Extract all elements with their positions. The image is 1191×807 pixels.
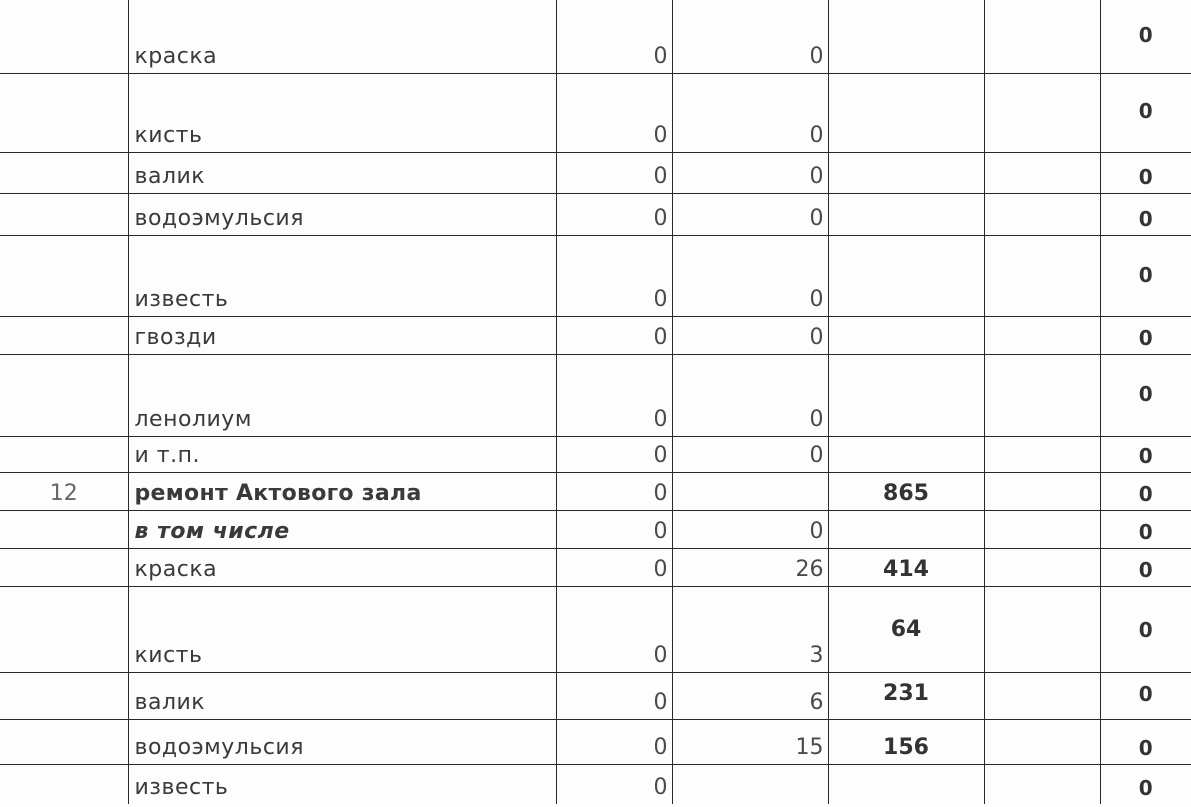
value-cell: 0 bbox=[556, 764, 672, 804]
total-cell: 0 bbox=[1100, 764, 1191, 804]
table-row bbox=[0, 73, 1191, 152]
row-number bbox=[0, 436, 128, 472]
empty-cell bbox=[984, 436, 1100, 472]
total-cell: 0 bbox=[1100, 548, 1191, 586]
row-number bbox=[0, 548, 128, 586]
row-number bbox=[0, 764, 128, 804]
value-cell: 0 bbox=[556, 436, 672, 472]
table-row bbox=[0, 672, 1191, 719]
empty-cell bbox=[984, 235, 1100, 316]
empty-cell bbox=[984, 764, 1100, 804]
value-cell: 26 bbox=[672, 548, 828, 586]
value-cell bbox=[672, 764, 828, 804]
item-name: краска bbox=[128, 548, 556, 586]
table-row bbox=[0, 764, 1191, 804]
item-name: водоэмульсия bbox=[128, 193, 556, 235]
value-cell: 0 bbox=[556, 235, 672, 316]
value-cell: 0 bbox=[556, 316, 672, 354]
table-row bbox=[0, 193, 1191, 235]
empty-cell bbox=[984, 510, 1100, 548]
value-cell: 3 bbox=[672, 586, 828, 672]
amount-cell: 414 bbox=[828, 548, 984, 586]
value-cell: 0 bbox=[672, 73, 828, 152]
empty-cell bbox=[984, 586, 1100, 672]
total-cell: 0 bbox=[1100, 316, 1191, 354]
total-cell: 0 bbox=[1100, 152, 1191, 193]
table-row bbox=[0, 316, 1191, 354]
empty-cell bbox=[984, 193, 1100, 235]
amount-cell bbox=[828, 152, 984, 193]
empty-cell bbox=[984, 472, 1100, 510]
row-number bbox=[0, 510, 128, 548]
total-cell: 0 bbox=[1100, 235, 1191, 316]
table-row bbox=[0, 354, 1191, 436]
value-cell: 0 bbox=[556, 719, 672, 764]
amount-cell bbox=[828, 0, 984, 73]
value-cell: 0 bbox=[672, 316, 828, 354]
row-number bbox=[0, 672, 128, 719]
value-cell: 0 bbox=[672, 152, 828, 193]
table-row bbox=[0, 586, 1191, 672]
empty-cell bbox=[984, 719, 1100, 764]
total-cell: 0 bbox=[1100, 672, 1191, 719]
row-number bbox=[0, 719, 128, 764]
empty-cell bbox=[984, 672, 1100, 719]
value-cell: 0 bbox=[556, 0, 672, 73]
total-cell: 0 bbox=[1100, 586, 1191, 672]
empty-cell bbox=[984, 316, 1100, 354]
value-cell: 0 bbox=[556, 586, 672, 672]
value-cell: 0 bbox=[556, 672, 672, 719]
table-row bbox=[0, 436, 1191, 472]
empty-cell bbox=[984, 0, 1100, 73]
amount-cell: 156 bbox=[828, 719, 984, 764]
subsection-label: в том числе bbox=[128, 510, 556, 548]
value-cell: 0 bbox=[672, 354, 828, 436]
total-cell: 0 bbox=[1100, 73, 1191, 152]
row-number bbox=[0, 586, 128, 672]
table-row bbox=[0, 719, 1191, 764]
amount-cell bbox=[828, 193, 984, 235]
empty-cell bbox=[984, 548, 1100, 586]
amount-cell bbox=[828, 510, 984, 548]
amount-cell bbox=[828, 316, 984, 354]
item-name: известь bbox=[128, 764, 556, 804]
value-cell: 6 bbox=[672, 672, 828, 719]
amount-cell: 64 bbox=[828, 586, 984, 672]
value-cell: 0 bbox=[672, 193, 828, 235]
total-cell: 0 bbox=[1100, 0, 1191, 73]
row-number bbox=[0, 73, 128, 152]
item-name: краска bbox=[128, 0, 556, 73]
row-number bbox=[0, 235, 128, 316]
table-row bbox=[0, 0, 1191, 73]
row-number: 12 bbox=[0, 472, 128, 510]
total-cell: 0 bbox=[1100, 436, 1191, 472]
row-number bbox=[0, 316, 128, 354]
amount-cell bbox=[828, 764, 984, 804]
value-cell: 0 bbox=[672, 0, 828, 73]
value-cell: 0 bbox=[672, 436, 828, 472]
amount-cell bbox=[828, 354, 984, 436]
total-cell: 0 bbox=[1100, 510, 1191, 548]
total-cell: 0 bbox=[1100, 354, 1191, 436]
table-row bbox=[0, 235, 1191, 316]
value-cell: 0 bbox=[672, 235, 828, 316]
value-cell: 0 bbox=[556, 193, 672, 235]
table-row bbox=[0, 472, 1191, 510]
value-cell: 0 bbox=[672, 510, 828, 548]
table-row bbox=[0, 152, 1191, 193]
value-cell: 0 bbox=[556, 152, 672, 193]
amount-cell: 865 bbox=[828, 472, 984, 510]
table-row bbox=[0, 510, 1191, 548]
value-cell: 0 bbox=[556, 354, 672, 436]
value-cell bbox=[672, 472, 828, 510]
item-name: кисть bbox=[128, 586, 556, 672]
item-name: ленолиум bbox=[128, 354, 556, 436]
item-name: валик bbox=[128, 672, 556, 719]
item-name: валик bbox=[128, 152, 556, 193]
value-cell: 0 bbox=[556, 472, 672, 510]
row-number bbox=[0, 193, 128, 235]
total-cell: 0 bbox=[1100, 193, 1191, 235]
row-number bbox=[0, 152, 128, 193]
total-cell: 0 bbox=[1100, 472, 1191, 510]
amount-cell bbox=[828, 73, 984, 152]
empty-cell bbox=[984, 73, 1100, 152]
row-number bbox=[0, 354, 128, 436]
amount-cell bbox=[828, 436, 984, 472]
section-title: ремонт Актового зала bbox=[128, 472, 556, 510]
item-name: известь bbox=[128, 235, 556, 316]
value-cell: 0 bbox=[556, 548, 672, 586]
empty-cell bbox=[984, 152, 1100, 193]
item-name: водоэмульсия bbox=[128, 719, 556, 764]
item-name: и т.п. bbox=[128, 436, 556, 472]
total-cell: 0 bbox=[1100, 719, 1191, 764]
table-row bbox=[0, 548, 1191, 586]
row-number bbox=[0, 0, 128, 73]
amount-cell bbox=[828, 235, 984, 316]
value-cell: 15 bbox=[672, 719, 828, 764]
item-name: гвозди bbox=[128, 316, 556, 354]
item-name: кисть bbox=[128, 73, 556, 152]
value-cell: 0 bbox=[556, 73, 672, 152]
value-cell: 0 bbox=[556, 510, 672, 548]
amount-cell: 231 bbox=[828, 672, 984, 719]
empty-cell bbox=[984, 354, 1100, 436]
